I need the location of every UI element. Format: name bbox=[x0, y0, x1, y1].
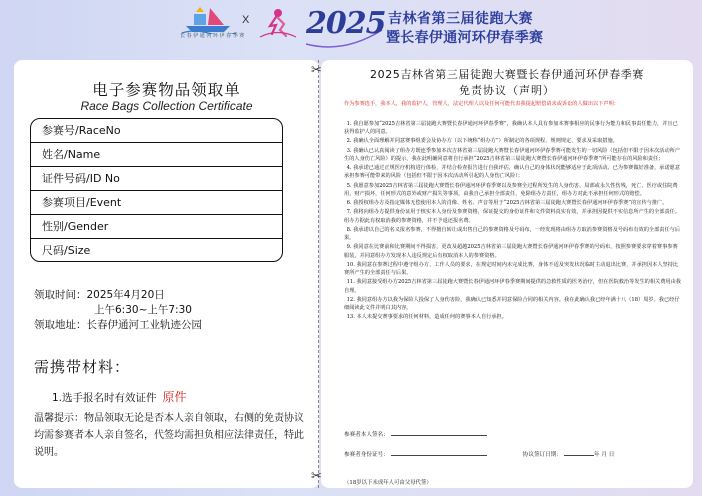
waiver-clause: 12. 我同意组办方以我为保险人投保了人身伤害险，我确认已知悉并同意保险合同的相关内容。我在此确认我已经年满十八（18）周岁。我已经仔细阅读此文件并明白其内容。 bbox=[344, 296, 680, 312]
warm-tips: 温馨提示：物品领取无论是否本人亲自领取，右侧的免责协议均需参赛者本人亲自签名，代签均需担负相应法律责任，特此说明。 bbox=[34, 413, 304, 458]
minor-note: （18岁以下未成年人可由父母代签） bbox=[344, 480, 432, 486]
materials-item bbox=[52, 388, 187, 405]
certificate-subtitle: Race Bags Collection Certificate bbox=[80, 99, 253, 113]
materials-heading: 需携带材料： bbox=[34, 358, 131, 376]
id-number-line bbox=[344, 450, 614, 458]
waiver-clause: 4. 我承诺已通过正规医疗机构进行体检，并结合检查报告进行自我评估，确认自己的身体状况能够适应于此项活动。已为参赛做好准备，承诺愿意承担参赛可能带来的风险（包括但不限于因本次活动所引起的人身伤亡风险）； bbox=[344, 165, 681, 180]
collect-time-slot: 上午6:30~上午7:30 bbox=[94, 304, 192, 316]
ship-icon bbox=[180, 6, 238, 34]
ship-logo-caption: 长 春 伊 通 河 环 伊 春 季 赛 bbox=[180, 33, 245, 39]
field-event: 参赛项目/Event bbox=[31, 191, 282, 215]
signature-line bbox=[344, 430, 487, 438]
materials-item-text: 1.选手报名时有效证件 bbox=[52, 392, 157, 404]
waiver-clauses bbox=[344, 120, 682, 322]
id-number-label: 参赛者身份证号： bbox=[344, 452, 389, 458]
waiver-clause: 2. 我确认全面理解并同意赛事组委会及协办方（以下统称“组办方”）所制定的各项规程、规则规定、要求及采取措施。 bbox=[346, 138, 618, 145]
perforation-line bbox=[318, 60, 322, 488]
participant-fields bbox=[30, 118, 283, 262]
waiver-clause: 9. 我同意在比赛前和比赛期间不得损害，更改及超越2025吉林省第三届徒跑大赛暨长春伊通河环伊春季赛的号码布，按照参赛要求穿着赛事参赛服装，并同意组办方发现本人违反规定后有权取消本人的参赛资格。 bbox=[344, 244, 678, 259]
collab-x: X bbox=[242, 14, 250, 26]
waiver-clause: 13. 本人未提交赛事要求的任何材料，造成任何的赛事本人自行承担。 bbox=[346, 314, 507, 321]
waiver-clause: 3. 我确认已认真阅读了组办方既连季参加本次吉林省第三届徒跑大赛暨长春伊通河环伊春季赛可能发生的一切风险（包括但不限于因本次活动所产生的人身伤亡风险）的提示，我在此明确同意将自行承担“2025吉林省第三届徒跑大赛暨长春伊通河环伊春季赛”所可能存在的风险和责任； bbox=[344, 147, 681, 162]
sign-date-year: 年 bbox=[593, 452, 600, 458]
banner-title-line1: 吉林省第三届徒跑大赛 bbox=[388, 11, 533, 27]
waiver-intro: 作为参赛选手，我本人，我的监护人，管理人，法定代理人以及任何可能代表我提起赔偿请求或诉讼的人做出以下声明： bbox=[344, 101, 619, 107]
sign-date-year-blank bbox=[564, 451, 594, 456]
field-size: 尺码/Size bbox=[42, 244, 91, 257]
id-number-blank bbox=[391, 451, 487, 456]
field-name: 姓名/Name bbox=[31, 143, 282, 167]
materials-item-original: 原件 bbox=[162, 390, 187, 404]
collection-info bbox=[34, 288, 202, 333]
field-id-no: 证件号码/ID No bbox=[31, 167, 282, 191]
collect-time-label: 领取时间： bbox=[34, 289, 87, 301]
signature-label: 参赛者本人签名： bbox=[344, 432, 389, 438]
banner-year: 2025 bbox=[306, 6, 386, 41]
waiver-clause: 5. 我愿意参加2025吉林省第三届徒跑大赛暨长春伊通河环伊春季赛以及参赛全过程所发生的人身伤害，局部或永久性伤残，死亡，医疗或住院费用，财产损坏，任何形式的意外或财产损失等事项，由我自己承担全部责任，免除组办方责任，组办方对此不承担任何形式的赔偿。 bbox=[344, 182, 678, 197]
field-gender: 性别/Gender bbox=[31, 215, 282, 239]
runner-icon bbox=[256, 6, 300, 40]
field-race-no: 参赛号/RaceNo bbox=[31, 119, 282, 143]
waiver-clause: 10. 我同意在参赛过程中遵守组办方、工作人员的要求，在规定时间内未完成比赛，身体不适及突发状况临时主动退出比赛，并承担因本人坚持比赛所产生的全部责任与后果。 bbox=[344, 261, 679, 277]
waiver-clause: 6. 我授权组办方及指定媒体无偿使用本人的肖像、姓名、声音等用于“2025吉林省第三届徒跑大赛暨长春伊通河环伊春季赛”的宣传与推广。 bbox=[346, 200, 668, 207]
collect-place: 长春伊通河工业轨迹公园 bbox=[86, 319, 202, 331]
banner-title-line2: 暨长春伊通河环伊春季赛 bbox=[386, 30, 544, 46]
event-banner bbox=[0, 0, 702, 50]
scissors-icon: ✂ bbox=[311, 469, 322, 484]
collect-place-label: 领取地址： bbox=[34, 319, 87, 331]
signature-blank bbox=[391, 431, 487, 436]
sign-date-label: 协议签订日期： bbox=[522, 452, 562, 458]
waiver-subtitle: 免责协议（声明） bbox=[459, 84, 555, 97]
certificate-title: 电子参赛物品领取单 bbox=[92, 81, 241, 99]
sign-date-month: 月 bbox=[601, 452, 607, 458]
sign-date-day: 日 bbox=[608, 452, 615, 458]
waiver-clause: 7. 我将向组办方提供身份证用于核实本人身份及参赛资格，保证提交的身份证件和文件资料真实有效，并承担因提供不实信息所产生的全部责任。组办方据此有权取消我的参赛资格，并不予退还报名费。 bbox=[344, 209, 681, 224]
runner-logo bbox=[256, 6, 300, 40]
waiver-clause: 11. 我同意接受组办方2025吉林省第三届徒跑大赛暨长春伊通河环伊春季赛期间提供的急救性质的医务治疗，但在医院救治等发生的相关费用由我自理。 bbox=[344, 279, 681, 294]
waiver-clause: 1. 我自愿参加“2025吉林省第三届徒跑大赛暨长春伊通河环伊春季赛”，我确认本人具有参加本赛事相应的民事行为能力和民事责任能力，并且已获得监护人的同意。 bbox=[344, 121, 678, 136]
waiver-title: 2025吉林省第三届徒跑大赛暨长春伊通河环伊春季赛 bbox=[370, 68, 644, 81]
collect-time-date: 2025年4月20日 bbox=[86, 289, 165, 301]
waiver-clause: 8. 我承诺以自己的名义报名参赛，不得擅自转让或出售自己的参赛资格及号码布，一经发现将由组办方取消参赛资格及号码布有效的全部责任与后果。 bbox=[344, 226, 681, 242]
ship-logo bbox=[180, 6, 245, 40]
scissors-icon: ✂ bbox=[311, 63, 322, 78]
